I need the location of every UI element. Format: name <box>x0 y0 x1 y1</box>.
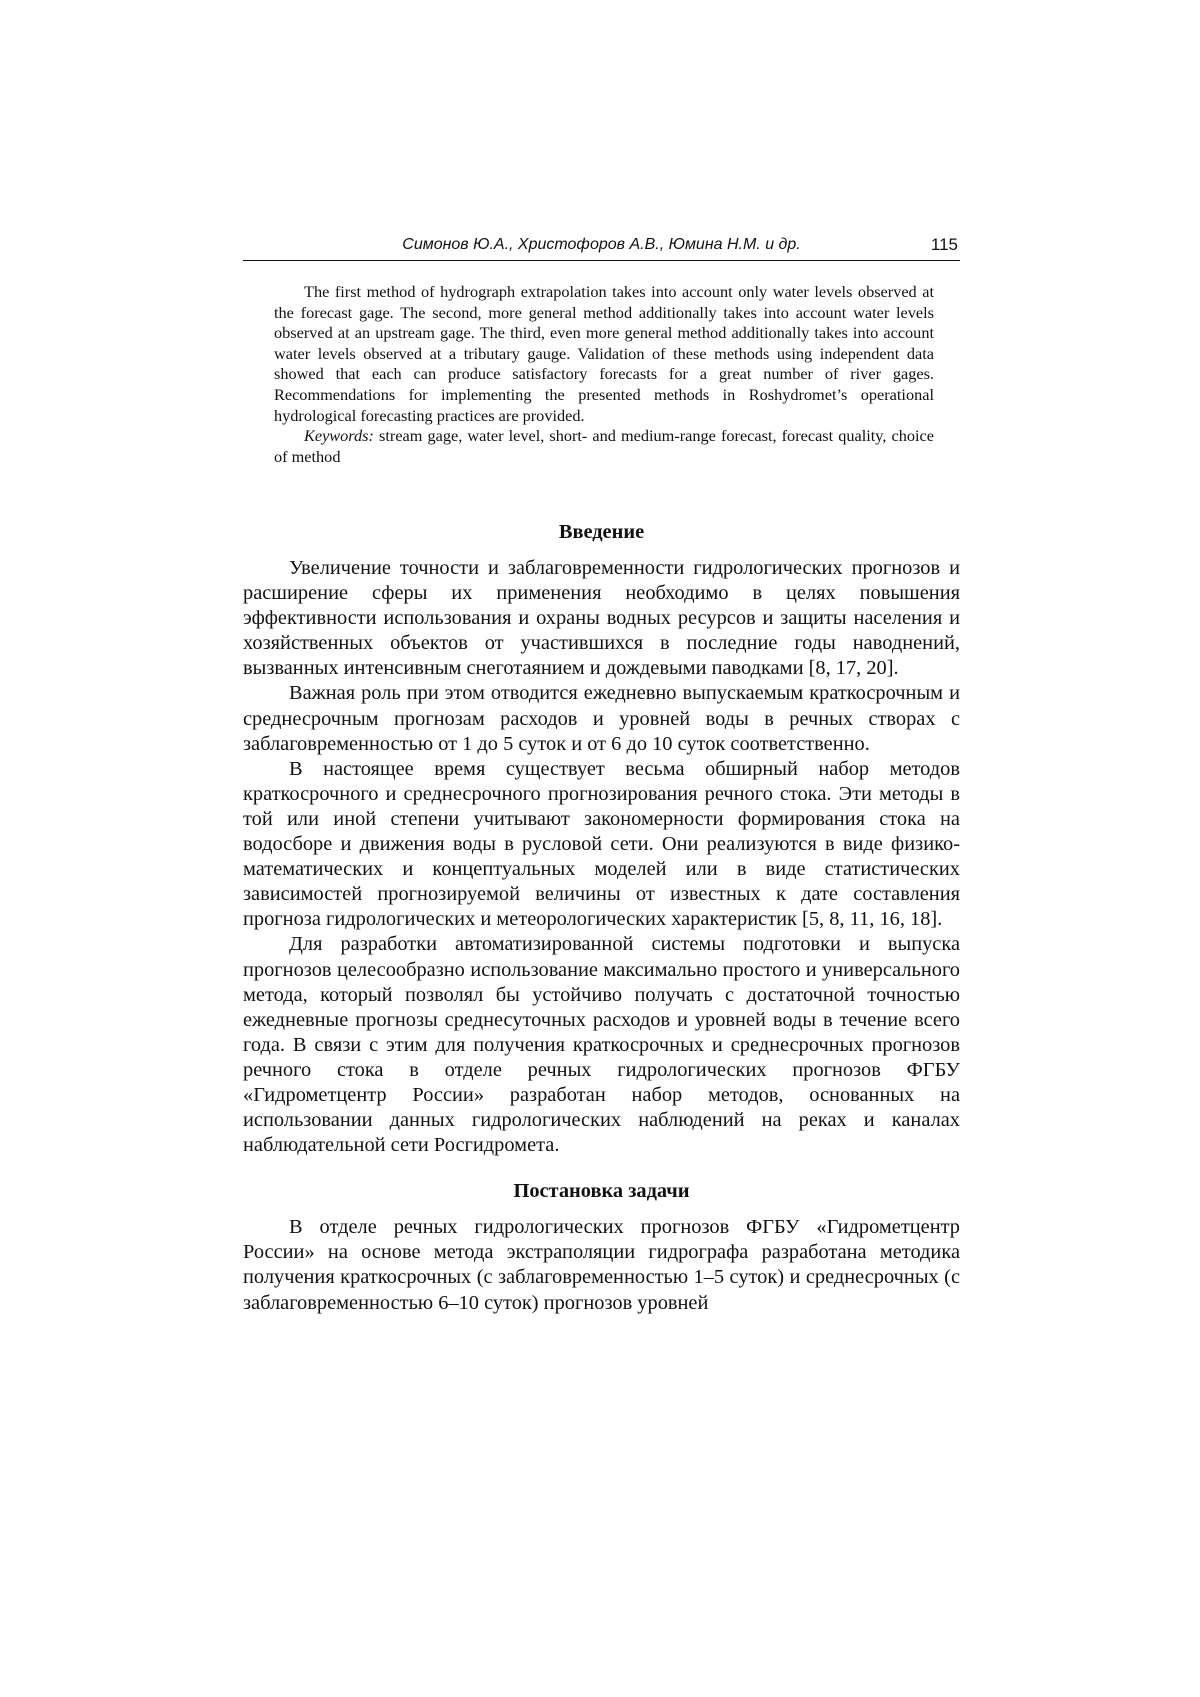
page-number: 115 <box>930 235 958 254</box>
header-authors: Симонов Ю.А., Христофоров А.В., Юмина Н.М. и др. <box>402 236 801 253</box>
paragraph: В отделе речных гидрологических прогнозов ФГБУ «Гидрометцентр России» на основе метода экстраполяции гидрографа разработана методика получения краткосрочных (с заблаговременностью 1–5 суток) и среднесрочных (с заблаговременностью 6–10 суток) прогнозов уровней <box>243 1216 960 1314</box>
keywords-text: stream gage, water level, short- and medium-range forecast, forecast quality, choice of method <box>274 426 934 466</box>
abstract <box>274 282 934 467</box>
paragraph: Для разработки автоматизированной системы подготовки и выпуска прогнозов целесообразно использование максимально простого и универсального метода, который позволял бы устойчиво получать с достаточной точностью ежедневные прогнозы среднесуточных расходов и уровней воды в течение всего года. В связи с этим для получения краткосрочных и среднесрочных прогнозов речного стока в отделе речных гидрологических прогнозов ФГБУ «Гидрометцентр России» разработан набор методов, основанных на использовании данных гидрологических наблюдений на реках и каналах наблюдательной сети Росгидромета. <box>243 933 960 1157</box>
running-header <box>243 236 960 261</box>
article-body <box>243 520 960 1316</box>
paragraph: Важная роль при этом отводится ежедневно выпускаемым краткосрочным и среднесрочным прогнозам расходов и уровней воды в речных створах с заблаговременностью от 1 до 5 суток и от 6 до 10 суток соответственно. <box>243 682 960 755</box>
abstract-keywords <box>274 426 934 467</box>
abstract-text: The first method of hydrograph extrapolation takes into account only water levels observed at the forecast gage. The second, more general method additionally takes into account water levels observed at an upstream gage. The third, even more general method additionally takes into account water levels observed at a tributary gauge. Validation of these methods using independent data showed that each can produce satisfactory forecasts for a great number of river gages. Recommendations for implementing the presented methods in Roshydromet’s operational hydrological forecasting practices are provided. <box>274 282 934 425</box>
section-title-introduction: Введение <box>558 521 645 543</box>
section-title-problem-statement: Постановка задачи <box>513 1180 690 1203</box>
keywords-label: Keywords: <box>304 426 374 446</box>
paragraph: В настоящее время существует весьма обширный набор методов краткосрочного и среднесрочного прогнозирования речного стока. Эти методы в той или иной степени учитывают закономерности формирования стока на водосборе и движения воды в русловой сети. Они реализуются в виде физико-математических и концептуальных моделей или в виде статистических зависимостей прогнозируемой величины от известных к дате составления прогноза гидрологических и метеорологических характеристик [5, 8, 11, 16, 18]. <box>243 757 960 931</box>
paragraph: Увеличение точности и заблаговременности гидрологических прогнозов и расширение сферы их применения необходимо в целях повышения эффективности использования и охраны водных ресурсов и защиты населения и хозяйственных объектов от участившихся в последние годы наводнений, вызванных интенсивным снеготаянием и дождевыми паводками [8, 17, 20]. <box>243 557 960 680</box>
